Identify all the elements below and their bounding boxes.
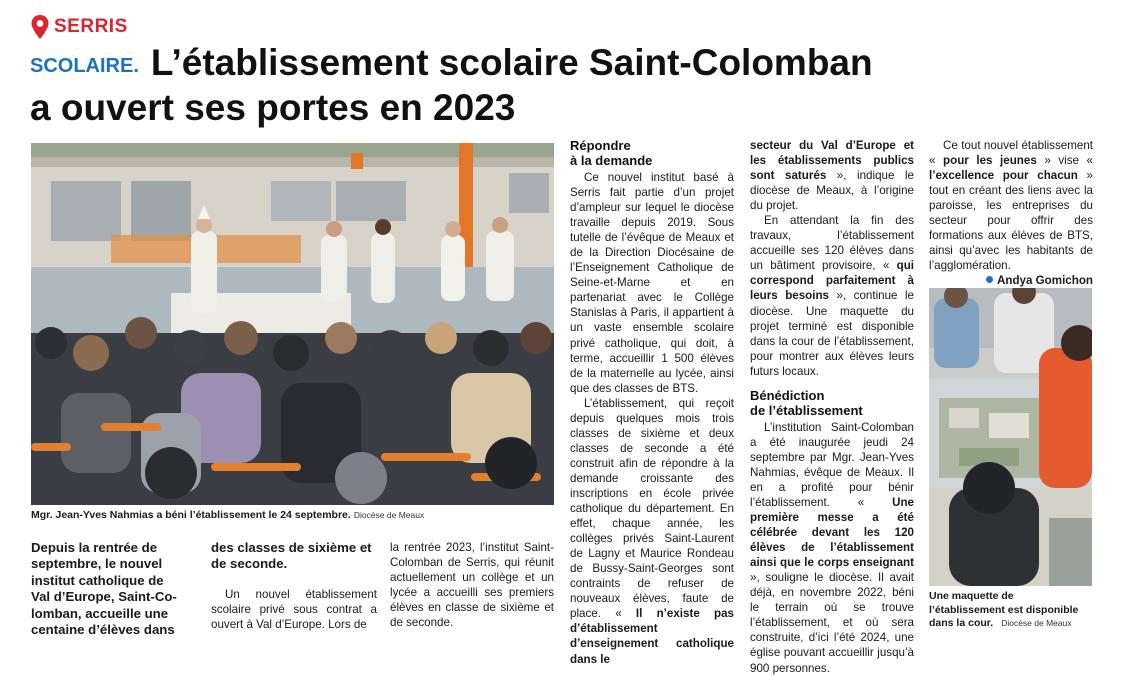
lead-line: centaine d’élèves dans [31, 622, 175, 638]
body-text: Ce tout nouvel établissement « [929, 139, 1093, 168]
headline-line-1 [30, 42, 1030, 87]
body-text: », indique le diocèse de Meaux, à l’origine du projet. [750, 169, 914, 213]
body-paragraph: la rentrée 2023, l’institut Saint-Colomban de Serris, qui réunit actuellement un collège et un lycée a accueilli ses premiers élèves en classe de sixième et de seconde. [390, 541, 554, 630]
section-heading-line: Répondre [570, 138, 631, 153]
location-label: SERRIS [54, 16, 128, 37]
headline-text-1: L’établissement scolaire Saint-Colomban [150, 42, 873, 83]
model-photo-illustration [929, 288, 1092, 586]
lead-paragraph-continued [211, 540, 381, 573]
quote-text: pour les jeunes [943, 154, 1037, 168]
body-text: L’établissement, qui reçoit depuis quelques mois trois classes de sixième et deux classes de seconde a été construit afin de répondre à la demande croissante des inscriptions en école privée catholique du département. En effet, chaque année, les collèges privés Saint-Laurent de Lagny et Maurice Rondeau de Bussy-Saint-Georges sont contraints de refuser de nouveaux élèves, faute de place. « [570, 396, 734, 621]
author-bullet-icon [986, 276, 993, 283]
body-paragraph: Un nouvel établissement scolaire privé sous contrat a ouvert à Val d’Europe. Lors de [211, 588, 377, 632]
quote-text: qui correspond parfaitement à leurs besoins [750, 259, 914, 303]
body-paragraph [929, 138, 1093, 273]
lead-line: des classes de sixième et [211, 540, 372, 555]
location-pin-icon [30, 14, 50, 40]
section-heading-line: Bénédiction [750, 387, 825, 403]
model-photo [929, 288, 1092, 586]
body-paragraph [750, 138, 914, 213]
headline-kicker: SCOLAIRE. [30, 55, 139, 77]
body-column-4 [570, 138, 734, 667]
main-photo [31, 143, 554, 505]
quote-text: Il n’existe pas d’établissement d’enseignement catholique dans le [570, 607, 734, 666]
section-heading-blessing [750, 388, 914, 418]
body-paragraph: Ce nouvel institut basé à Serris fait partie d’un projet d’ampleur sur lequel le diocèse travaille depuis 2019. Sous tutelle de l’évêque de Meaux et de la Direction Diocésaine de l’Enseignement Catholique de Seine-et-Marne et en partenariat avec le Collège Stanislas à Paris, il appartient à un vaste ensemble scolaire privé catholique, qui doit, à terme, accueillir 1 500 élèves de la maternelle au lycée, ainsi que des classes de BTS. [570, 171, 734, 395]
body-column-6 [929, 138, 1093, 288]
main-photo-caption-text: Mgr. Jean-Yves Nahmias a béni l’établissement le 24 septembre. [31, 509, 351, 521]
body-column-5 [750, 138, 914, 676]
body-text: L’institution Saint-Colomban a été inaugurée jeudi 24 septembre par Mgr. Jean-Yves Nahmias, évêque de Meaux. Il en a profité pour bénir l’établissement. « [750, 420, 914, 509]
model-caption-line: dans la cour. [929, 617, 994, 629]
quote-text: Une première messe a été célébrée devant les 120 élèves de l’établissement ainsi que le corps enseignant [750, 495, 914, 570]
author-name: Andya Gomichon [997, 274, 1093, 288]
body-text: », souligne le diocèse. Il avait déjà, en novembre 2022, béni le terrain où se trouve l’établissement, et où sera construite, d’ici l’été 2024, une église pouvant accueillir jusqu’à 900 personnes. [750, 571, 914, 675]
main-photo-credit: Diocèse de Meaux [353, 510, 425, 520]
body-paragraph [750, 213, 914, 379]
ceremony-photo-illustration [31, 143, 554, 505]
section-heading-line: à la demande [570, 153, 653, 168]
section-heading-line: de l’établissement [750, 402, 863, 418]
main-photo-caption [31, 508, 554, 522]
location-tag [30, 12, 128, 42]
quote-text: secteur du Val d’Europe et les établissements publics sont saturés [750, 139, 914, 183]
lead-line: Val d’Europe, Saint-Co- [31, 589, 177, 605]
section-heading-demand [570, 138, 734, 168]
model-caption-line: Une maquette de [929, 590, 1014, 602]
body-text: » tout en créant des liens avec la paroisse, les entreprises du secteur pour offrir des formations aux élèves de BTS, ainsi qu’avec les habitants de l’agglomération. [929, 169, 1093, 273]
lead-line: septembre, le nouvel [31, 556, 163, 572]
body-text: En attendant la fin des travaux, l’établissement accueille ses 120 élèves dans un bâtiment provisoire, « [750, 214, 914, 273]
headline-line-2: a ouvert ses portes en 2023 [30, 87, 516, 128]
lead-line: Depuis la rentrée de [31, 540, 158, 555]
author-signature [929, 273, 1093, 288]
headline [30, 42, 1030, 128]
model-photo-credit: Diocèse de Meaux [1001, 618, 1072, 628]
body-paragraph [570, 396, 734, 667]
lead-line: lomban, accueille une [31, 605, 169, 621]
model-caption-line: l’établissement est disponible [929, 603, 1079, 616]
body-paragraph [750, 420, 914, 676]
quote-text: l’excellence pour chacun [929, 169, 1078, 183]
model-photo-caption [929, 590, 1099, 631]
body-text: » vise « [1036, 154, 1094, 168]
body-column-2 [211, 587, 377, 632]
body-column-3 [390, 540, 554, 630]
lead-paragraph [31, 540, 201, 638]
lead-line: institut catholique de [31, 572, 164, 588]
lead-line: de seconde. [211, 556, 288, 572]
body-text: », continue le diocèse. Une maquette du projet terminé est disponible dans la cour de l’établissement, pour montrer aux élèves leurs futurs locaux. [750, 289, 914, 378]
